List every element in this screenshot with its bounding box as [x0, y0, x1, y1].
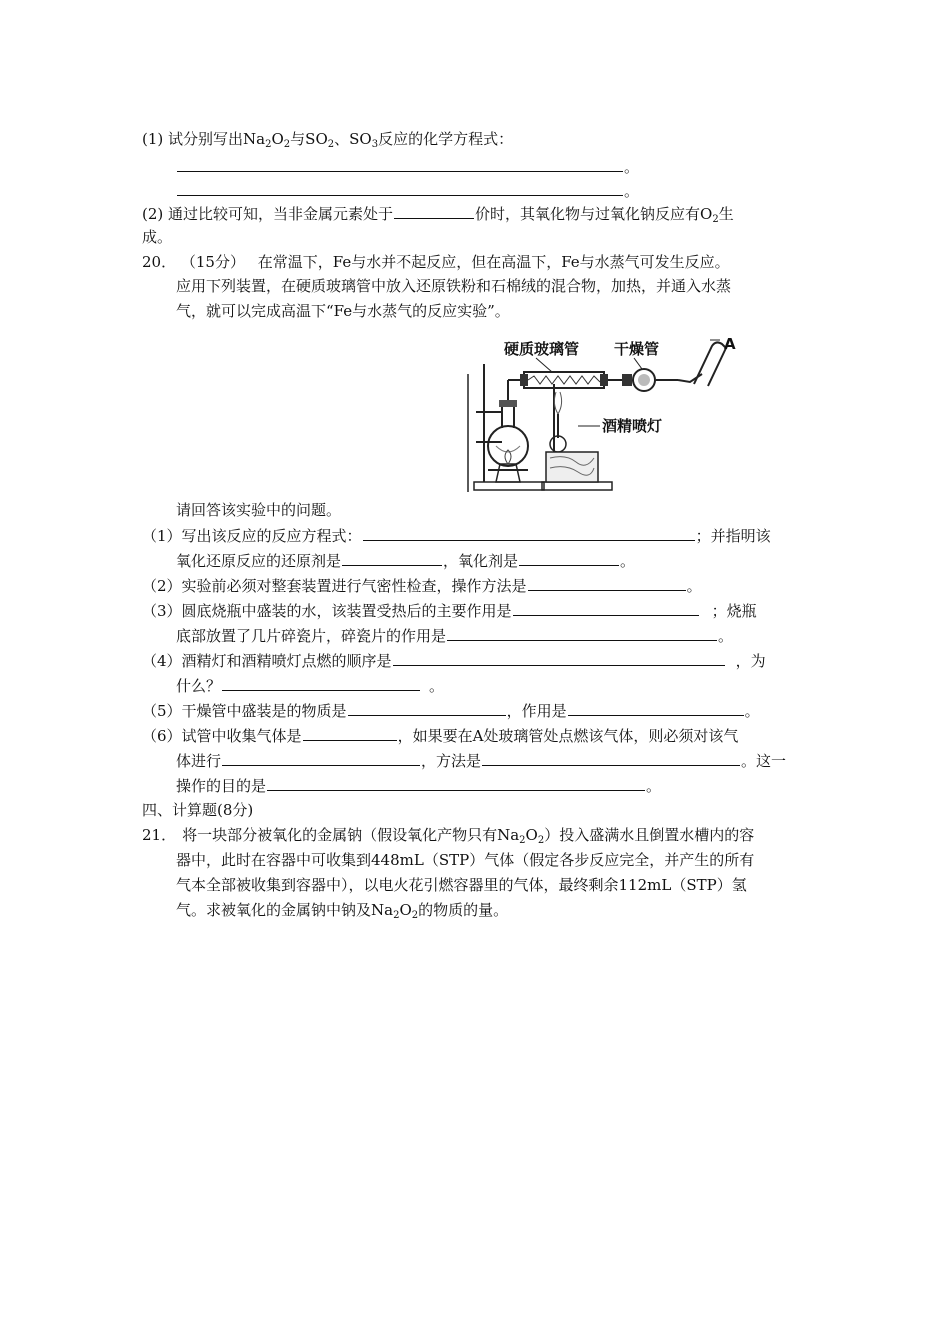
q20-p6-cont2: 操作的目的是 。 [176, 773, 661, 798]
q20-intro-3: 气，就可以完成高温下“Fe与水蒸气的反应实验”。 [176, 302, 510, 320]
answer-blank[interactable] [363, 523, 695, 541]
q20-p1-cont: 氧化还原反应的还原剂是 ，氧化剂是 。 [176, 548, 635, 573]
q19-answer-line-1: 。 [176, 154, 639, 179]
answer-blank[interactable] [513, 598, 699, 616]
answer-blank[interactable] [348, 698, 506, 716]
answer-blank[interactable] [393, 648, 725, 666]
q20-p2: （2）实验前必须对整套装置进行气密性检查，操作方法是 。 [142, 573, 702, 598]
q19-sub2: (2) 通过比较可知，当非金属元素处于 价时，其氧化物与过氧化钠反应有$O_2$生 [142, 201, 734, 226]
answer-blank[interactable] [222, 673, 420, 691]
answer-blank[interactable] [447, 623, 717, 641]
q20-p5: （5）干燥管中盛装是的物质是 ，作用是 。 [142, 698, 760, 723]
label-hard-glass-tube: 硬质玻璃管 [504, 340, 580, 358]
answer-blank[interactable] [519, 548, 619, 566]
q19-sub1-prompt: (1) 试分别写出$Na_2O_2$与$SO_2$、$SO_3$反应的化学方程式： [142, 130, 514, 150]
answer-blank[interactable] [177, 154, 623, 172]
label-a: A [724, 335, 736, 353]
q19-answer-line-2: 。 [176, 178, 639, 203]
answer-blank[interactable] [568, 698, 744, 716]
answer-blank[interactable] [342, 548, 442, 566]
answer-blank[interactable] [394, 201, 474, 219]
q20-p4-cont: 什么？ 。 [176, 673, 444, 698]
q20-p6: （6）试管中收集气体是 ，如果要在A处玻璃管处点燃该气体，则必须对该气 [142, 723, 738, 748]
q19-sub2-cont: 成。 [142, 228, 173, 246]
q21-line1: 21． 将一块部分被氧化的金属钠（假设氧化产物只有$Na_2O_2$）投入盛满水且倒置水槽内的容 [142, 826, 755, 846]
answer-blank[interactable] [482, 748, 740, 766]
answer-blank[interactable] [222, 748, 420, 766]
apparatus-diagram [466, 334, 806, 494]
q21-line2: 器中，此时在容器中可收集到448mL（STP）气体（假定各步反应完全，并产生的所有 [176, 851, 755, 869]
label-blowtorch: 酒精喷灯 [602, 417, 663, 435]
answer-blank[interactable] [177, 178, 623, 196]
answer-blank[interactable] [528, 573, 686, 591]
q20-header: 20． （15分） 在常温下，Fe与水并不起反应，但在高温下，Fe与水蒸气可发生反应。 [142, 253, 730, 271]
q21-line3: 气本全部被收集到容器中），以电火花引燃容器里的气体，最终剩余112mL（STP）氢 [176, 876, 747, 894]
q20-p3: （3）圆底烧瓶中盛装的水，该装置受热后的主要作用是 ；烧瓶 [142, 598, 757, 623]
q20-ask: 请回答该实验中的问题。 [176, 501, 342, 519]
flask-stopper [499, 400, 517, 407]
answer-blank[interactable] [267, 773, 645, 791]
section4-title: 四、计算题(8分) [142, 801, 254, 819]
q20-p6-cont: 体进行 ，方法是 。这一 [176, 748, 786, 773]
answer-blank[interactable] [303, 723, 397, 741]
q21-line4: 气。求被氧化的金属钠中钠及$Na_2O_2$的物质的量。 [176, 901, 509, 921]
label-drying-tube: 干燥管 [614, 340, 660, 358]
q20-p3-cont: 底部放置了几片碎瓷片，碎瓷片的作用是 。 [176, 623, 733, 648]
q20-intro-2: 应用下列装置，在硬质玻璃管中放入还原铁粉和石棉绒的混合物，加热，并通入水蒸 [176, 277, 732, 295]
q20-p1: （1）写出该反应的反应方程式： ；并指明该 [142, 523, 771, 548]
q20-p4: （4）酒精灯和酒精喷灯点燃的顺序是 ，为 [142, 648, 766, 673]
